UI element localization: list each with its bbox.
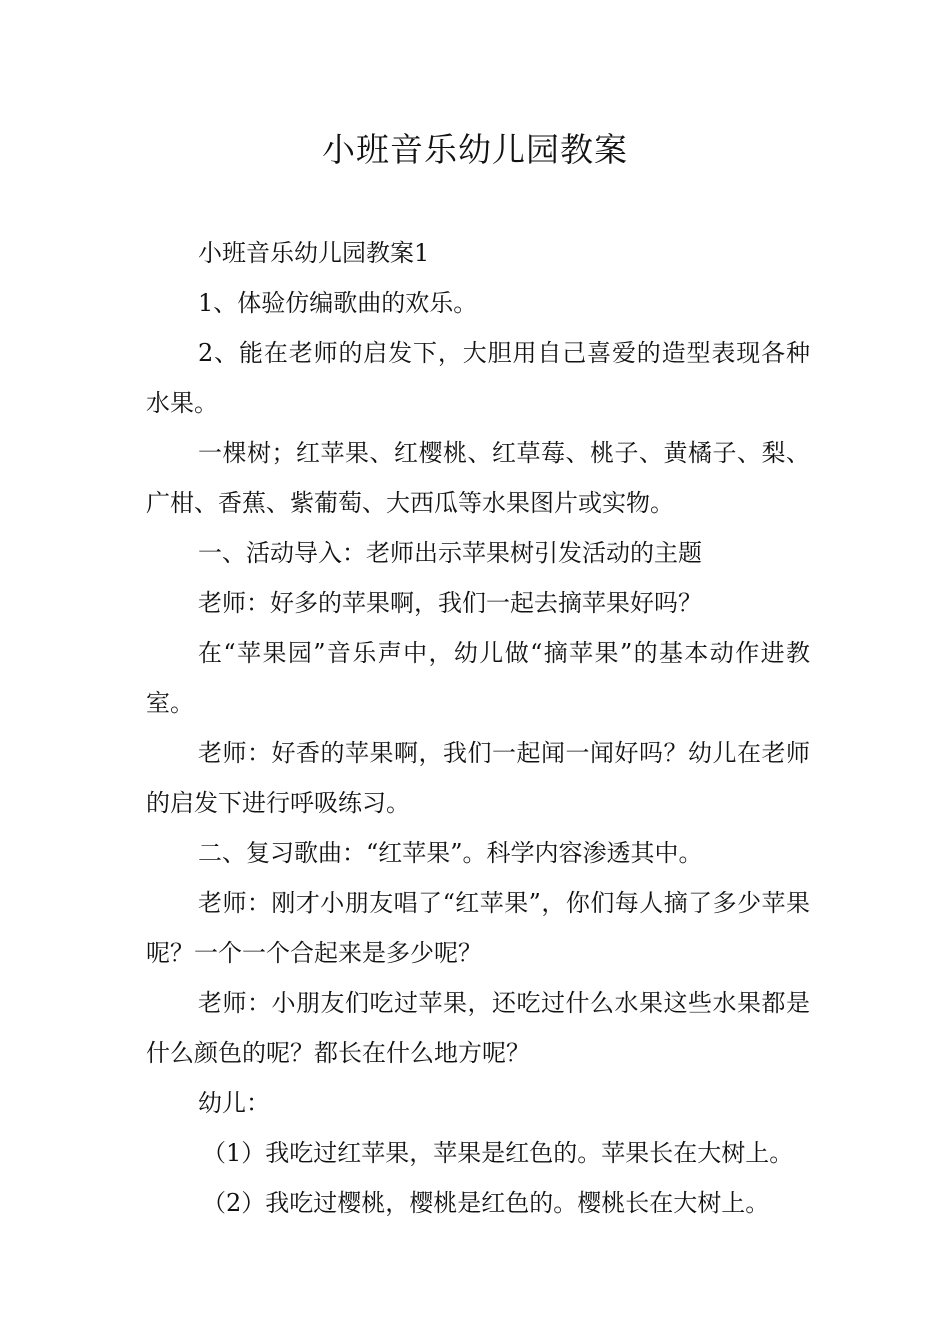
- paragraph-teacher-line: 老师：刚才小朋友唱了“红苹果”，你们每人摘了多少苹果呢？一个一个合起来是多少呢？: [146, 889, 810, 967]
- paragraph-child-answer-2: （2）我吃过樱桃，樱桃是红色的。樱桃长在大树上。: [202, 1189, 770, 1217]
- paragraph-teacher-line: 老师：好香的苹果啊，我们一起闻一闻好吗？幼儿在老师的启发下进行呼吸练习。: [146, 739, 810, 817]
- paragraph-goal-2: 2、能在老师的启发下，大胆用自己喜爱的造型表现各种水果。: [146, 339, 810, 417]
- paragraph-materials: 一棵树；红苹果、红樱桃、红草莓、桃子、黄橘子、梨、广柑、香蕉、紫葡萄、大西瓜等水果图片或实物。: [146, 439, 810, 517]
- document-title: 小班音乐幼儿园教案: [322, 130, 628, 169]
- paragraph-step-2: 二、复习歌曲：“红苹果”。科学内容渗透其中。: [198, 839, 703, 867]
- paragraph-step-1: 一、活动导入：老师出示苹果树引发活动的主题: [198, 539, 702, 567]
- document-body: [146, 228, 810, 1228]
- paragraph-teacher-line: 老师：好多的苹果啊，我们一起去摘苹果好吗？: [198, 589, 702, 617]
- paragraph-section-heading: 小班音乐幼儿园教案1: [198, 239, 430, 267]
- paragraph-music-action: 在“苹果园”音乐声中，幼儿做“摘苹果”的基本动作进教室。: [146, 639, 810, 717]
- paragraph-children-label: 幼儿：: [198, 1089, 270, 1117]
- paragraph-teacher-line: 老师：小朋友们吃过苹果，还吃过什么水果这些水果都是什么颜色的呢？都长在什么地方呢？: [146, 989, 810, 1067]
- paragraph-child-answer-1: （1）我吃过红苹果，苹果是红色的。苹果长在大树上。: [202, 1139, 794, 1167]
- paragraph-goal-1: 1、体验仿编歌曲的欢乐。: [198, 289, 478, 317]
